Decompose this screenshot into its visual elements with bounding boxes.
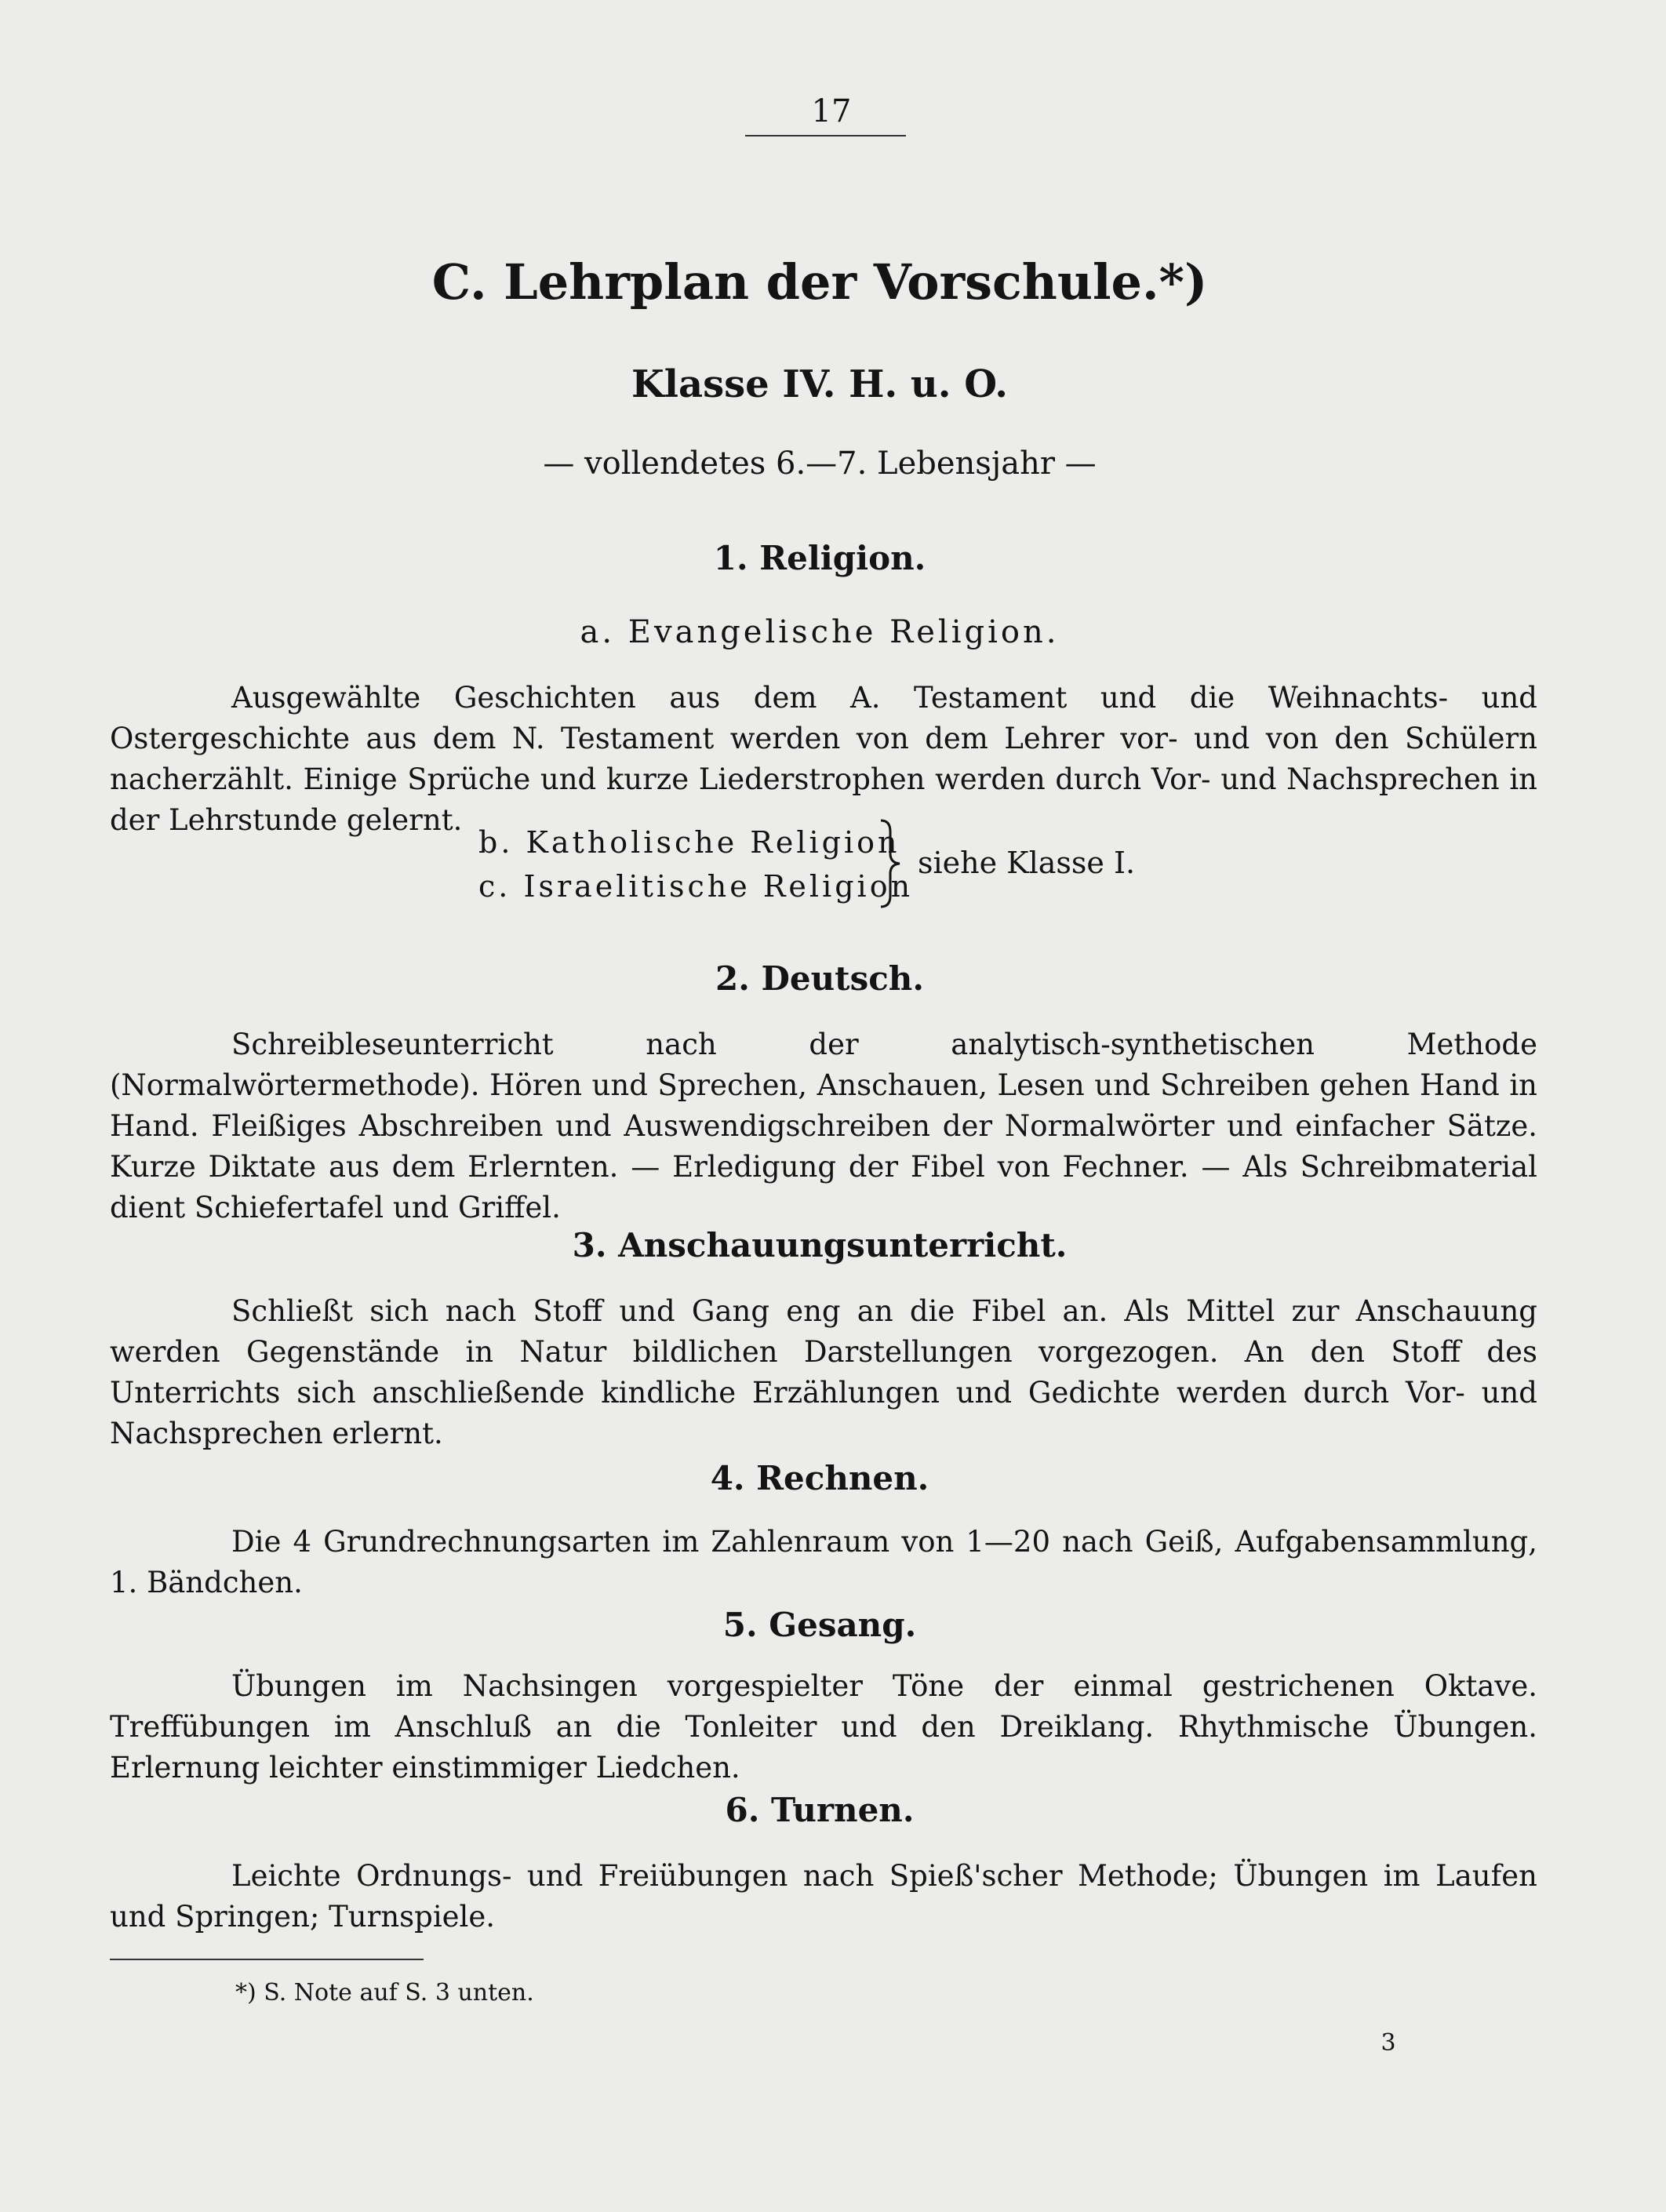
brace-reference: siehe Klasse I. <box>918 846 1136 880</box>
curly-brace-icon <box>875 817 906 910</box>
subheading-evangelische-religion: a. Evangelische Religion. <box>580 614 1060 650</box>
section-heading-religion: 1. Religion. <box>713 539 926 577</box>
section-heading-rechnen: 4. Rechnen. <box>710 1459 929 1497</box>
subheading-israelitische-religion: c. Israelitische Religion <box>478 869 914 904</box>
paragraph-anschauung-text: Schließt sich nach Stoff und Gang eng an die Fibel an. Als Mittel zur Anschauung werden Gegenstände in Natur bildlichen Darstellungen vorgezogen. An den Stoff des Unterrichts sich anschließende kindliche Erzählungen und Gedichte werden durch Vor- und Nachsprechen erlernt. <box>110 1294 1537 1450</box>
footnote-rule <box>110 1959 424 1960</box>
section-heading-deutsch: 2. Deutsch. <box>715 959 924 998</box>
section-heading-anschauung: 3. Anschauungsunterricht. <box>572 1226 1068 1264</box>
paragraph-deutsch-text: Schreibleseunterricht nach der analytisch-synthetischen Methode (Normalwörtermethode). Hören und Sprechen, Anschauen, Lesen und Schreiben gehen Hand in Hand. Fleißiges Abschreiben und Auswendigschreiben der Normalwörter und einfacher Sätze. Kurze Diktate aus dem Erlernten. — Erledigung der Fibel von Fechner. — Als Schreibmaterial dient Schiefertafel und Griffel. <box>110 1028 1537 1224</box>
paragraph-turnen <box>110 1856 1537 1937</box>
religion-brace-group <box>478 816 1184 910</box>
document-title: C. Lehrplan der Vorschule.*) <box>431 253 1208 311</box>
paragraph-rechnen-text: Die 4 Grundrechnungsarten im Zahlenraum von 1—20 nach Geiß, Aufgabensammlung, 1. Bändchen. <box>110 1525 1537 1599</box>
class-heading: Klasse IV. H. u. O. <box>631 362 1008 406</box>
footnote: *) S. Note auf S. 3 unten. <box>235 1979 534 2006</box>
age-range: — vollendetes 6.—7. Lebensjahr — <box>543 446 1097 482</box>
paragraph-rechnen <box>110 1522 1537 1603</box>
section-heading-turnen: 6. Turnen. <box>725 1791 915 1829</box>
section-heading-gesang: 5. Gesang. <box>722 1606 917 1644</box>
paragraph-deutsch <box>110 1024 1537 1228</box>
paragraph-gesang-text: Übungen im Nachsingen vorgespielter Töne der einmal gestrichenen Oktave. Treffübungen im Anschluß an die Tonleiter und den Dreiklang. Rhythmische Übungen. Erlernung leichter einstimmiger Liedchen. <box>110 1669 1537 1785</box>
paragraph-religion-text: Ausgewählte Geschichten aus dem A. Testament und die Weihnachts- und Ostergeschichte aus dem N. Testament werden von dem Lehrer vor- und von den Schülern nacherzählt. Einige Sprüche und kurze Liederstrophen werden durch Vor- und Nachsprechen in der Lehrstunde gelernt. <box>110 681 1537 837</box>
page-number: 17 <box>811 93 852 129</box>
paragraph-gesang <box>110 1666 1537 1788</box>
paragraph-anschauung <box>110 1291 1537 1454</box>
subheading-katholische-religion: b. Katholische Religion <box>478 825 900 860</box>
signature-mark: 3 <box>1380 2029 1396 2057</box>
page-number-rule <box>745 135 906 136</box>
paragraph-turnen-text: Leichte Ordnungs- und Freiübungen nach Spieß'scher Methode; Übungen im Laufen und Springen; Turnspiele. <box>110 1859 1537 1934</box>
